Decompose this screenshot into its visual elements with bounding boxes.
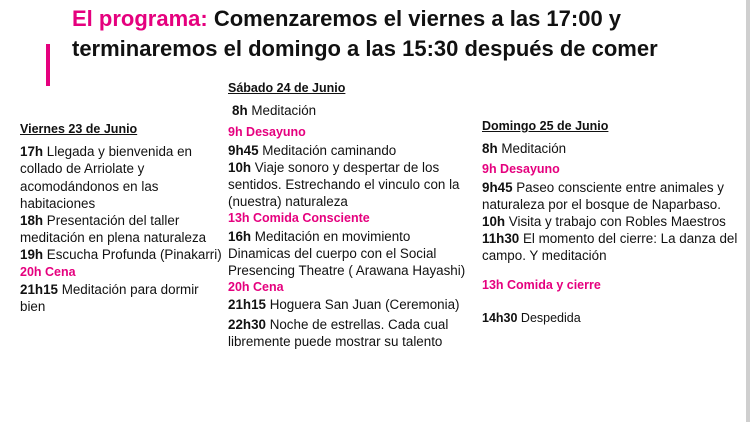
schedule-text: Meditación caminando (258, 142, 397, 158)
day-heading: Viernes 23 de Junio (20, 122, 138, 136)
schedule-text: Meditación en movimiento Dinamicas del cuerpo con el Social Presencing Theatre ( Arawana Hayashi) (228, 228, 466, 279)
schedule-time: 11h30 (482, 231, 520, 247)
schedule-time: 8h (232, 103, 248, 119)
meal-item: 9h Desayuno (482, 162, 560, 177)
schedule-item (482, 310, 744, 327)
schedule-item (228, 102, 473, 119)
title-line-1 (72, 4, 742, 34)
meal-item: 13h Comida y cierre (482, 277, 601, 292)
schedule-time: 8h (482, 141, 498, 157)
schedule-text: El momento del cierre: La danza del campo. Y meditación (482, 231, 738, 264)
schedule-time: 10h (228, 159, 252, 175)
accent-bar (46, 44, 50, 86)
schedule-time: 21h15 (20, 281, 58, 297)
day-column-sunday (482, 118, 744, 327)
schedule-time: 21h15 (228, 297, 266, 313)
schedule-text: Visita y trabajo con Robles Maestros (505, 214, 726, 230)
schedule-item (20, 143, 225, 212)
meal-item: 13h Comida Consciente (228, 211, 370, 226)
schedule-item (228, 296, 473, 313)
meal-item: 20h Cena (20, 264, 76, 279)
slide-edge (746, 0, 750, 422)
day-heading: Domingo 25 de Junio (482, 119, 609, 133)
schedule-item (228, 316, 473, 350)
schedule-item (20, 281, 225, 315)
title-line-2: terminaremos el domingo a las 15:30 después de comer (72, 36, 658, 61)
schedule-time: 22h30 (228, 316, 266, 332)
schedule-text: Escucha Profunda (Pinakarri) (43, 247, 222, 263)
schedule-text: Meditación (497, 141, 567, 157)
schedule-time: 18h (20, 213, 44, 229)
schedule-text: Despedida (517, 310, 581, 325)
schedule-time: 19h (20, 247, 44, 263)
day-column-saturday (228, 80, 473, 350)
schedule-text: Noche de estrellas. Cada cual libremente puede mostrar su talento (228, 316, 449, 349)
schedule-item (20, 212, 225, 246)
meal-item: 20h Cena (228, 280, 284, 295)
schedule-time: 10h (482, 214, 506, 230)
meal-item: 9h Desayuno (228, 125, 306, 140)
day-column-friday (20, 121, 225, 315)
schedule-time: 9h45 (228, 142, 259, 158)
schedule-item (228, 228, 473, 280)
schedule-text: Meditación (247, 103, 317, 119)
day-heading: Sábado 24 de Junio (228, 81, 346, 95)
schedule-time: 17h (20, 144, 44, 160)
title-line-1-text: Comenzaremos el viernes a las 17:00 y (207, 6, 622, 31)
schedule-item (482, 213, 744, 230)
schedule-text: Llegada y bienvenida en collado de Arriolate y acomodándonos en las habitaciones (20, 144, 192, 211)
schedule-item (482, 140, 744, 157)
schedule-item (482, 179, 744, 213)
schedule-time: 14h30 (482, 310, 518, 325)
schedule-time: 16h (228, 228, 252, 244)
schedule-text: Meditación para dormir bien (20, 281, 199, 315)
schedule-text: Hoguera San Juan (Ceremonia) (265, 297, 460, 313)
schedule-item (20, 246, 225, 263)
schedule-text: Viaje sonoro y despertar de los sentidos. Estrechando el vinculo con la (nuestra) naturaleza (228, 159, 460, 210)
schedule-item (482, 230, 744, 264)
schedule-item (228, 159, 473, 211)
schedule-text: Paseo consciente entre animales y naturaleza por el bosque de Naparbaso. (482, 179, 724, 212)
title-lead: El programa: (72, 6, 208, 31)
schedule-time: 9h45 (482, 179, 513, 195)
schedule-text: Presentación del taller meditación en plena naturaleza (20, 213, 207, 246)
schedule-item (228, 142, 473, 159)
page-title (72, 4, 742, 64)
